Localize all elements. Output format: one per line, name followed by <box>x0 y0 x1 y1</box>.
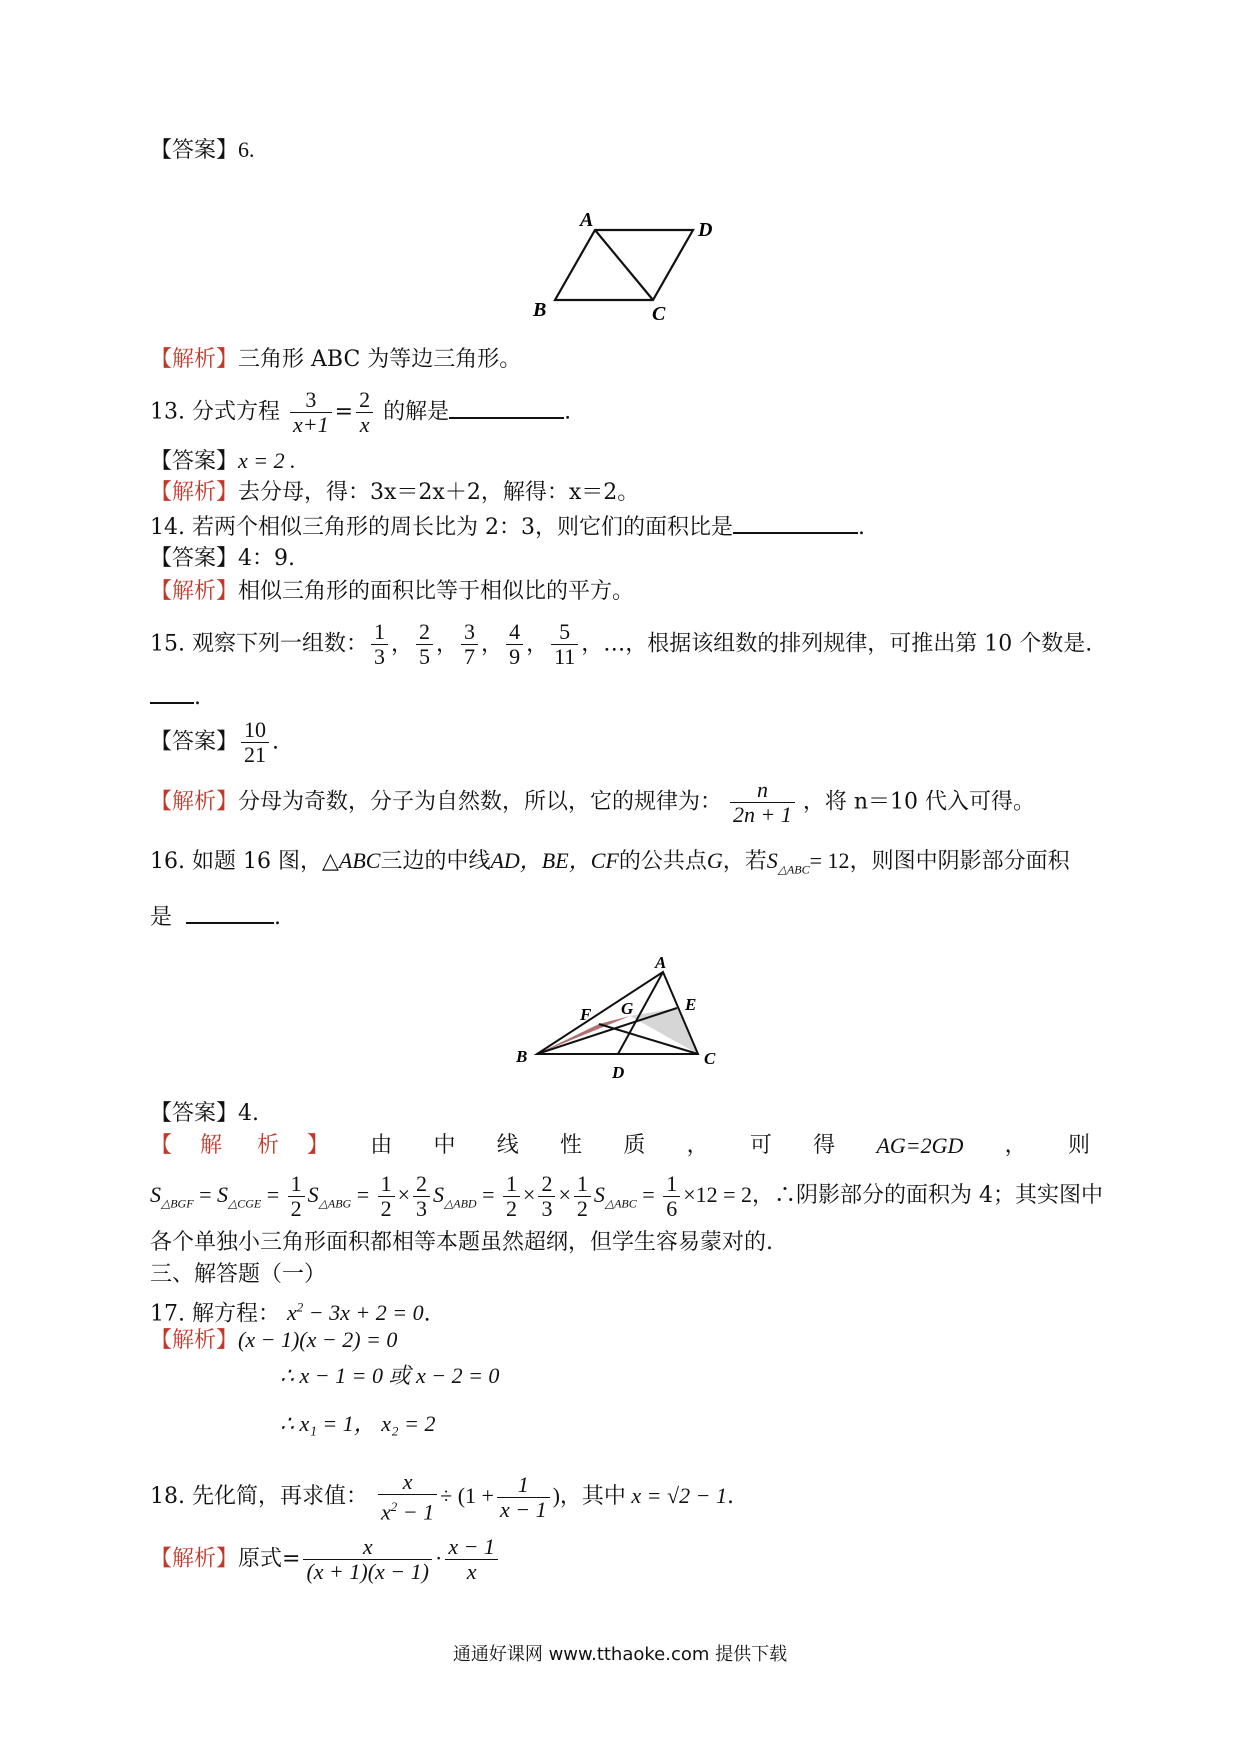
label-d: D <box>698 219 713 241</box>
analysis-char: 性 <box>560 1133 583 1158</box>
answer-blank <box>449 395 564 419</box>
footer-text: 通通好课网 www.tthaoke.com 提供下载 <box>452 1644 788 1665</box>
label-c: C <box>704 1049 716 1068</box>
analysis-text: ，∴阴影部分的面积为 4；其实图中 <box>752 1183 1104 1208</box>
analysis-label: 【解析】 <box>150 480 239 505</box>
fraction-sequence <box>368 619 581 669</box>
q16-answer <box>150 1098 259 1130</box>
q14-question <box>150 510 865 544</box>
q15-blank-line: . <box>150 680 201 714</box>
question-text: 的公共点 <box>618 849 707 874</box>
step-1: (x − 1)(x − 2) = 0 <box>238 1327 398 1352</box>
analysis-text: 则 <box>1067 1133 1090 1158</box>
period: . <box>423 1301 431 1327</box>
triangle-figure <box>500 950 760 1085</box>
q15-question <box>150 620 1092 669</box>
step-3: ∴ x₁ = 1， x₂ = 2 <box>280 1411 436 1436</box>
denominator: 9 <box>506 644 523 669</box>
sequence-fraction <box>506 620 523 669</box>
numerator: 4 <box>509 619 521 644</box>
label-a: A <box>655 953 667 972</box>
answer-value: x = 2 . <box>238 448 296 473</box>
denominator: 11 <box>551 644 578 669</box>
period: . <box>564 399 572 425</box>
fraction: $\frac{x - 1}{x}$ <box>445 1535 498 1584</box>
answer-label: 【答案】 <box>150 546 239 571</box>
analysis-char: 质 <box>623 1133 646 1158</box>
answer-label: 【答案】 <box>150 449 239 474</box>
comma: ， <box>436 631 459 657</box>
rhombus-figure <box>520 200 720 320</box>
denominator: 21 <box>241 742 269 767</box>
analysis-text: ，将 n＝10 代入可得。 <box>802 789 1036 815</box>
comma: ， <box>1004 1133 1027 1158</box>
q16-formula: $S_{\triangle BGF} = S_{\triangle CGE}$ = $\frac{1}{2}$ $S_{\triangle ABG}$ = $\frac{1}{2}$ × $\frac{2}{3}$ $S_{\triangle ABD}$ = $\frac{1}{2}$ × $\frac{2}{3}$ × $\frac{1}{2}$ $S_{\triangle ABC}$ = $\frac{1}{6}$ ×12 = 2，∴阴影部分的面积为 4；其实图中 <box>150 1171 1104 1222</box>
answer-blank <box>733 510 858 534</box>
q16-question: 16. 如题 16 图，△ABC三边的中线AD，BE，CF的公共点G，若$S_{\triangle ABC}= 12$，则图中阴影部分面积 <box>150 848 1070 877</box>
sequence-fraction <box>371 620 388 669</box>
answer-value: 6. <box>238 137 255 162</box>
numerator: 5 <box>559 619 571 644</box>
analysis-char: 线 <box>496 1133 519 1158</box>
medians: AD，BE，CF <box>490 848 619 873</box>
denominator: x <box>356 412 373 437</box>
q16-analysis-line3 <box>150 1227 773 1259</box>
q13-answer <box>150 445 296 478</box>
analysis-label: 【 解 析 】 <box>150 1133 329 1158</box>
triangle-name: ABC <box>338 848 381 873</box>
denominator: 2n + 1 <box>730 802 795 827</box>
comma: ， <box>481 631 504 657</box>
question-text: 若两个相似三角形的周长比为 2：3，则它们的面积比是 <box>192 515 733 540</box>
q16-question-line2 <box>150 900 281 934</box>
question-number: 17. <box>150 1301 185 1327</box>
answer-blank <box>150 680 194 704</box>
analysis-label: 【解析】 <box>150 1546 239 1572</box>
question-text: 解方程： <box>192 1301 281 1327</box>
question-text: 如题 16 图，△ <box>192 849 339 874</box>
label-d: D <box>612 1063 625 1082</box>
question-text: 分式方程 <box>192 399 281 425</box>
analysis-label: 【解析】 <box>150 789 239 815</box>
analysis-char: 由 <box>370 1133 393 1158</box>
question-text: ，若 <box>722 849 767 874</box>
fraction <box>356 388 373 437</box>
q14-answer <box>150 543 295 575</box>
numerator: 1 <box>374 619 386 644</box>
period: . <box>1085 631 1093 657</box>
q13-analysis <box>150 477 639 509</box>
analysis-text: 各个单独小三角形面积都相等本题虽然超纲，但学生容易蒙对的. <box>150 1230 773 1255</box>
label-b: B <box>533 299 547 320</box>
analysis-char: ， <box>686 1133 709 1158</box>
answer-label: 【答案】 <box>150 1101 239 1126</box>
question-suffix: 的解是 <box>383 399 450 425</box>
label-b: B <box>516 1047 528 1066</box>
label-g: G <box>621 999 634 1018</box>
ag-relation: AG=2GD <box>876 1133 964 1158</box>
q18-analysis: 【解析】原式= $\frac{x}{(x + 1)(x - 1)}$ · $\frac{x - 1}{x}$ <box>150 1535 501 1584</box>
denominator: x+1 <box>290 412 332 437</box>
area-value: = 12 <box>809 848 850 873</box>
q12-analysis <box>150 344 521 376</box>
comma: ， <box>526 631 549 657</box>
numerator: n <box>756 777 768 802</box>
analysis-label: 【解析】 <box>150 347 239 372</box>
label-a: A <box>580 209 594 231</box>
analysis-label: 【解析】 <box>150 1328 239 1353</box>
question-text: 是 <box>150 905 173 930</box>
question-text: 先化简，再求值： <box>192 1484 369 1510</box>
analysis-char: 可 <box>749 1133 772 1158</box>
analysis-label: 【解析】 <box>150 579 239 604</box>
analysis-text: 去分母，得：3x＝2x＋2，解得：x＝2。 <box>238 480 640 505</box>
q16-analysis <box>150 1130 1090 1162</box>
question-number: 16. <box>150 849 185 874</box>
sequence-fraction <box>461 620 478 669</box>
analysis-text: 三角形 ABC 为等边三角形。 <box>238 347 522 372</box>
sequence-fraction <box>416 620 433 669</box>
q14-analysis <box>150 576 634 608</box>
fraction <box>290 388 332 437</box>
question-text: 观察下列一组数： <box>192 631 369 657</box>
q18-question: 18. 先化简，再求值： $\frac{x}{x^2 - 1}$ ÷ (1 + $\frac{1}{x - 1}$ )，其中 x = √2 − 1. <box>150 1469 734 1525</box>
analysis-char: 得 <box>813 1133 836 1158</box>
section-title <box>150 1259 326 1291</box>
q15-analysis <box>150 778 1035 827</box>
question-number: 18. <box>150 1484 185 1510</box>
fraction: $\frac{x}{x^2 - 1}$ <box>378 1470 437 1524</box>
q17-step2 <box>280 1360 499 1392</box>
q13-question <box>150 388 571 437</box>
period: . <box>272 729 280 755</box>
numerator: 3 <box>305 387 317 412</box>
q12-answer <box>150 134 255 167</box>
section-heading: 三、解答题（一） <box>150 1262 327 1287</box>
question-text: 三边的中线 <box>380 849 491 874</box>
question-number: 13. <box>150 399 185 425</box>
point-g: G <box>706 848 723 873</box>
period: . <box>726 1484 734 1510</box>
label-e: E <box>685 995 697 1014</box>
period: . <box>274 905 282 930</box>
analysis-text: 原式= <box>238 1546 301 1572</box>
q17-step3 <box>280 1408 436 1440</box>
label-f: F <box>580 1005 592 1024</box>
denominator: 7 <box>461 644 478 669</box>
question-text: ，则图中阴影部分面积 <box>849 849 1070 874</box>
question-number: 14. <box>150 515 185 540</box>
label-c: C <box>652 303 666 320</box>
period: . <box>858 515 865 540</box>
page-footer <box>0 1640 1240 1666</box>
numerator: 10 <box>244 717 267 742</box>
question-text: ，其中 <box>559 1484 626 1510</box>
equation: $x^2 - 3x + 2 = 0$ <box>287 1300 424 1326</box>
numerator: 2 <box>359 387 371 412</box>
analysis-text: 相似三角形的面积比等于相似比的平方。 <box>238 579 635 604</box>
answer-label: 【答案】 <box>150 138 239 163</box>
q17-analysis <box>150 1324 397 1357</box>
comma: ， <box>391 631 414 657</box>
sequence-fraction <box>551 620 578 669</box>
equals: = <box>334 399 354 425</box>
fraction: $\frac{1}{x - 1}$ <box>497 1473 550 1522</box>
denominator: 5 <box>416 644 433 669</box>
denominator: 3 <box>371 644 388 669</box>
answer-label: 【答案】 <box>150 729 239 755</box>
question-suffix: ，…，根据该组数的排列规律，可推出第 10 个数是 <box>581 631 1086 657</box>
question-number: 15. <box>150 631 185 657</box>
numerator: 3 <box>464 619 476 644</box>
answer-blank <box>186 900 274 924</box>
analysis-text: 分母为奇数，分子为自然数，所以，它的规律为： <box>238 789 723 815</box>
answer-value: 4：9. <box>238 546 296 571</box>
answer-value: 4. <box>238 1101 260 1126</box>
numerator: 2 <box>419 619 431 644</box>
step-2: ∴ x − 1 = 0 或 x − 2 = 0 <box>280 1363 500 1388</box>
q15-answer <box>150 718 279 767</box>
fraction <box>241 718 269 767</box>
fraction: $\frac{x}{(x + 1)(x - 1)}$ <box>303 1535 432 1584</box>
fraction <box>730 778 795 827</box>
analysis-char: 中 <box>433 1133 456 1158</box>
